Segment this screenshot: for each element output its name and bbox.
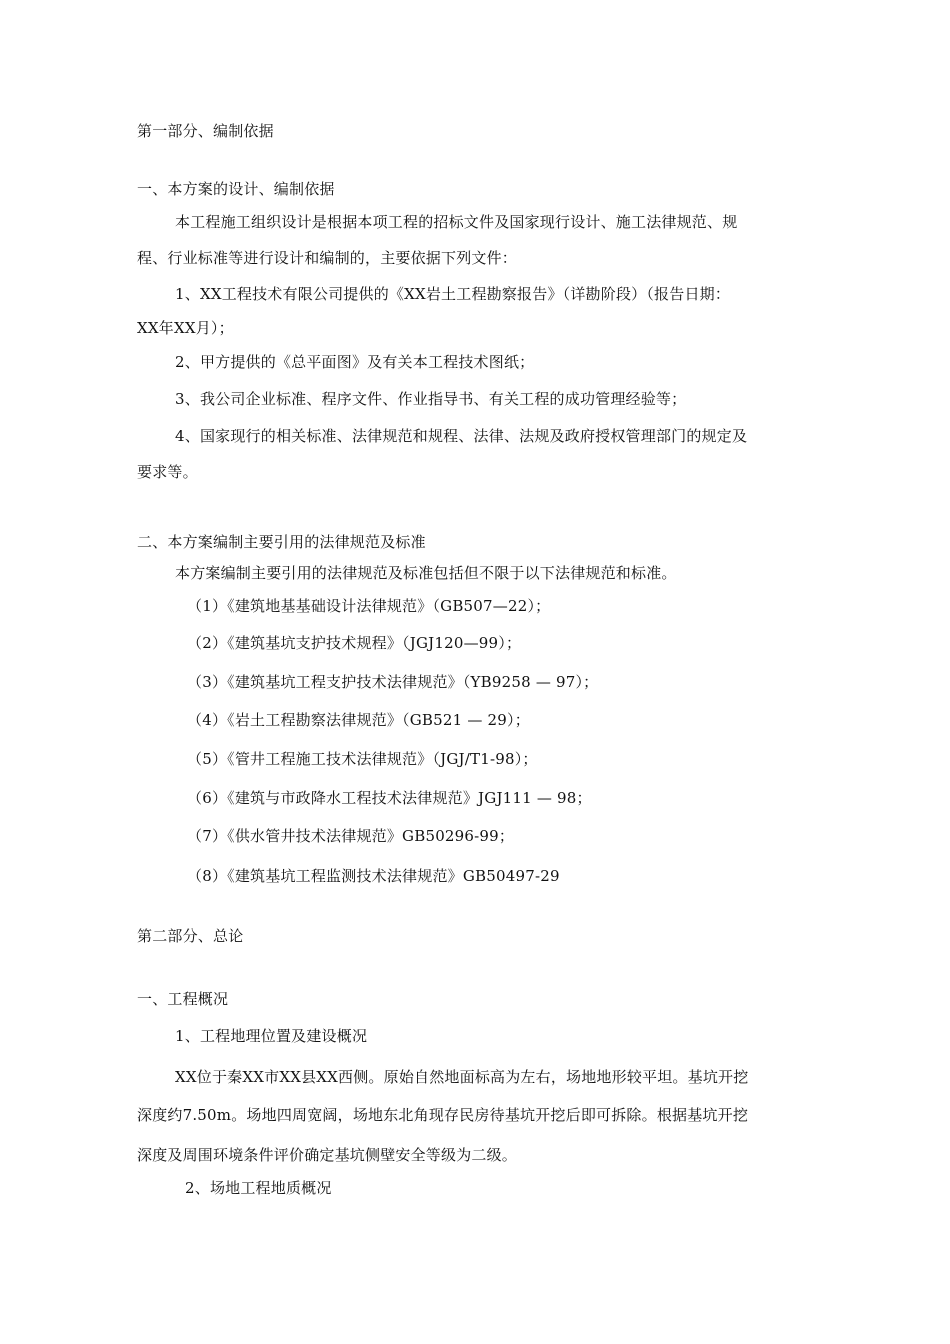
list-item: （5）《管井工程施工技术法律规范》（JGJ/T1-98）；: [187, 750, 538, 768]
list-item: 2、甲方提供的《总平面图》及有关本工程技术图纸；: [175, 353, 535, 371]
list-item: 3、我公司企业标准、程序文件、作业指导书、有关工程的成功管理经验等；: [175, 390, 687, 408]
list-item: （1）《建筑地基基础设计法律规范》（GB507—22）；: [187, 597, 551, 615]
list-item: （8）《建筑基坑工程监测技术法律规范》GB50497-29: [187, 867, 560, 885]
paragraph-line: 本工程施工组织设计是根据本项工程的招标文件及国家现行设计、施工法律规范、规: [175, 213, 738, 231]
list-item: 要求等。: [137, 463, 198, 481]
paragraph-line: 本方案编制主要引用的法律规范及标准包括但不限于以下法律规范和标准。: [175, 564, 677, 582]
paragraph-line: 程、行业标准等进行设计和编制的，主要依据下列文件：: [137, 249, 518, 267]
list-item: （2）《建筑基坑支护技术规程》（JGJ120—99）；: [187, 634, 522, 652]
list-item: （6）《建筑与市政降水工程技术法律规范》JGJ111 — 98；: [187, 789, 592, 807]
list-item: 1、XX工程技术有限公司提供的《XX岩土工程勘察报告》（详勘阶段）（报告日期：: [175, 285, 731, 303]
part2-title: 第二部分、总论: [137, 927, 244, 945]
subsection-heading: 1、工程地理位置及建设概况: [175, 1027, 368, 1045]
list-item: （7）《供水管井技术法律规范》GB50296-99；: [187, 827, 515, 845]
list-item: （4）《岩土工程勘察法律规范》（GB521 — 29）；: [187, 711, 530, 729]
subsection-heading: 2、场地工程地质概况: [185, 1179, 332, 1197]
part1-title: 第一部分、编制依据: [137, 122, 274, 140]
list-item: XX年XX月）；: [137, 319, 234, 337]
section1-heading: 一、本方案的设计、编制依据: [137, 180, 335, 198]
paragraph-line: 深度及周围环境条件评价确定基坑侧壁安全等级为二级。: [137, 1146, 518, 1164]
section-heading: 一、工程概况: [137, 990, 229, 1008]
section2-heading: 二、本方案编制主要引用的法律规范及标准: [137, 533, 426, 551]
list-item: （3）《建筑基坑工程支护技术法律规范》（YB9258 — 97）；: [187, 673, 599, 691]
paragraph-line: 深度约7.50m。场地四周宽阔，场地东北角现存民房待基坑开挖后即可拆除。根据基坑开挖: [137, 1106, 749, 1124]
paragraph-line: XX位于秦XX市XX县XX西侧。原始自然地面标高为左右，场地地形较平坦。基坑开挖: [175, 1068, 749, 1086]
list-item: 4、国家现行的相关标准、法律规范和规程、法律、法规及政府授权管理部门的规定及: [175, 427, 748, 445]
